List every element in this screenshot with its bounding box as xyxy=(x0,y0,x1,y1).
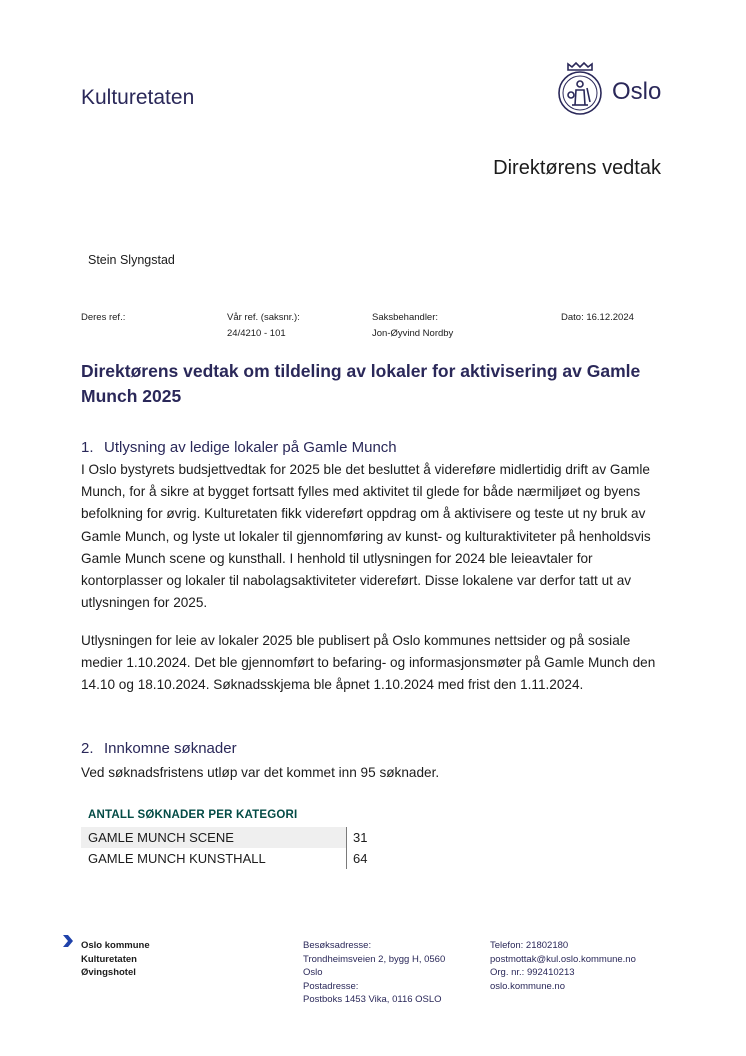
table-row xyxy=(81,848,377,869)
footer-org-number: Org. nr.: 992410213 xyxy=(490,967,575,979)
chevron-right-icon xyxy=(61,934,73,948)
footer-website-link[interactable]: oslo.kommune.no xyxy=(490,980,565,992)
meta-deres-ref xyxy=(81,310,125,326)
oslo-coat-of-arms-icon xyxy=(554,60,606,118)
section-1-number: 1. xyxy=(81,439,94,456)
var-ref-value: 24/4210 - 101 xyxy=(227,328,286,339)
footer-address-line: Postboks 1453 Vika, 0116 OSLO xyxy=(303,994,442,1006)
table-cell-value: 31 xyxy=(347,827,378,848)
footer-address-line: Trondheimsveien 2, bygg H, 0560 xyxy=(303,953,446,965)
footer-address-line: Besøksadresse: xyxy=(303,940,372,951)
document-title: Direktørens vedtak om tildeling av lokaler for aktivisering av Gamle Munch 2025 xyxy=(81,361,641,406)
section-1-paragraph-2: Utlysningen for leie av lokaler 2025 ble publisert på Oslo kommunes nettsider og på sosiale medier 1.10.2024. Det ble gjennomført to befaring- og informasjonsmøter på Gamle Munch den 14.10 og 18.10.2024. Søknadsskjema ble åpnet 1.10.2024 med frist den 1.11.2024. xyxy=(81,633,656,693)
footer-org-line: Kulturetaten xyxy=(81,953,137,965)
document-type: Direktørens vedtak xyxy=(493,157,661,179)
deres-ref-label: Deres ref.: xyxy=(81,312,126,323)
logo-wordmark: Oslo xyxy=(612,78,662,105)
table-cell-label: GAMLE MUNCH SCENE xyxy=(81,827,347,848)
section-2-title xyxy=(81,740,237,757)
section-1-title-text: Utlysning av ledige lokaler på Gamle Munch xyxy=(104,439,397,456)
footer-contact xyxy=(490,939,636,993)
recipient-name: Stein Slyngstad xyxy=(88,253,175,267)
meta-var-ref xyxy=(227,310,300,342)
footer-address xyxy=(303,939,445,1007)
table-row xyxy=(81,827,377,848)
department-name: Kulturetaten xyxy=(81,86,195,109)
table-cell-value: 64 xyxy=(347,848,378,869)
applications-table xyxy=(81,827,377,869)
footer-org-line: Øvingshotel xyxy=(81,967,136,979)
section-1-paragraph-1: I Oslo bystyrets budsjettvedtak for 2025 ble det besluttet å videreføre midlertidig drift av Gamle Munch, for å sikre at bygget fortsatt fylles med aktivitet til glede for både nærmiljøet og byens befolkning for øvrig. Kulturetaten fikk videreført oppdrag om å aktivisere og teste ut ny bruk av Gamle Munch, og lyste ut lokaler til gjennomføring av kunst- og kulturaktiviteter på henholdsvis Gamle Munch scene og kunsthall. I henhold til utlysningen for 2024 ble leieavtaler for kontorplasser og lokaler til nabolagsaktiviteter videreført. Disse lokalene var derfor tatt ut av utlysningen for 2025. xyxy=(81,462,651,611)
section-2-number: 2. xyxy=(81,740,94,757)
footer-org-line: Oslo kommune xyxy=(81,940,150,951)
section-2-paragraph-1: Ved søknadsfristens utløp var det kommet inn 95 søknader. xyxy=(81,765,440,780)
footer-phone: Telefon: 21802180 xyxy=(490,940,569,951)
saksbehandler-value: Jon-Øyvind Nordby xyxy=(372,328,454,339)
var-ref-label: Vår ref. (saksnr.): xyxy=(227,312,300,323)
meta-dato xyxy=(561,310,634,326)
footer-address-line: Oslo xyxy=(303,967,323,979)
footer-address-line: Postadresse: xyxy=(303,980,359,992)
footer-organization xyxy=(81,939,150,980)
oslo-logo xyxy=(554,60,664,118)
section-2-title-text: Innkomne søknader xyxy=(104,740,237,757)
footer-email-link[interactable]: postmottak@kul.oslo.kommune.no xyxy=(490,953,636,965)
meta-saksbehandler xyxy=(372,310,453,342)
table-title: ANTALL SØKNADER PER KATEGORI xyxy=(88,809,298,821)
dato-label: Dato: 16.12.2024 xyxy=(561,312,634,323)
section-1-title xyxy=(81,439,397,456)
table-cell-label: GAMLE MUNCH KUNSTHALL xyxy=(88,851,266,866)
saksbehandler-label: Saksbehandler: xyxy=(372,312,439,323)
